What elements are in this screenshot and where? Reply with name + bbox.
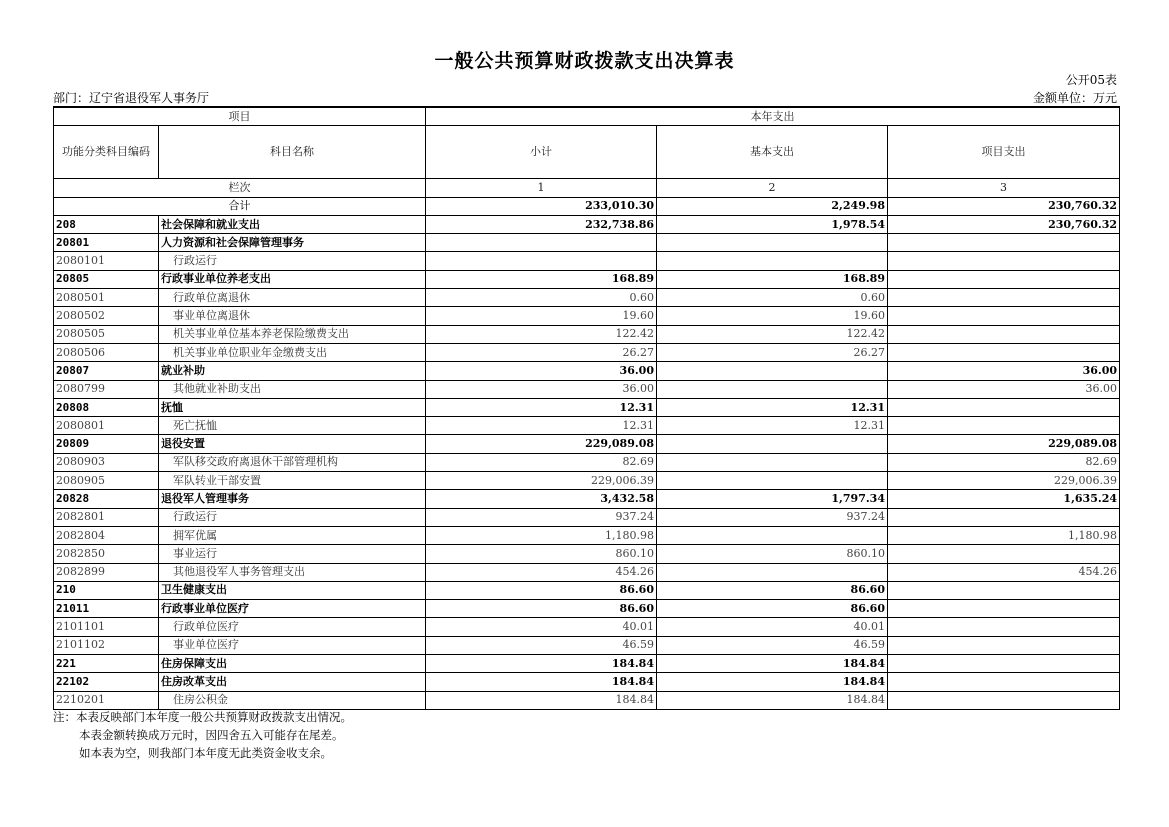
row-subtotal: 12.31 [426,417,657,435]
row-basic: 184.84 [657,673,888,691]
row-name: 事业单位离退休 [159,307,426,325]
row-name: 社会保障和就业支出 [159,215,426,233]
row-basic: 46.59 [657,636,888,654]
table-row [54,362,1120,380]
row-name: 行政单位医疗 [159,618,426,636]
row-basic [657,453,888,471]
row-name: 退役安置 [159,435,426,453]
header-name: 科目名称 [159,126,426,179]
column-index-3: 3 [888,179,1120,197]
row-name: 行政运行 [159,252,426,270]
table-row [54,325,1120,343]
row-code: 20807 [54,362,159,380]
row-code: 21011 [54,600,159,618]
row-basic: 1,978.54 [657,215,888,233]
row-project [888,636,1120,654]
row-project [888,508,1120,526]
row-basic [657,380,888,398]
row-subtotal: 26.27 [426,343,657,361]
row-name: 死亡抚恤 [159,417,426,435]
row-name: 机关事业单位职业年金缴费支出 [159,343,426,361]
row-project [888,655,1120,673]
row-basic: 860.10 [657,545,888,563]
row-basic [657,252,888,270]
row-subtotal: 184.84 [426,691,657,709]
row-basic [657,234,888,252]
column-index-row [54,179,1120,197]
row-code: 2080101 [54,252,159,270]
row-code: 2080905 [54,472,159,490]
row-project [888,618,1120,636]
row-basic: 0.60 [657,289,888,307]
row-code: 2101102 [54,636,159,654]
row-subtotal: 36.00 [426,380,657,398]
note-2: 本表金额转换成万元时，因四舍五入可能存在尾差。 [79,728,344,742]
row-subtotal: 229,006.39 [426,472,657,490]
row-code: 2080903 [54,453,159,471]
row-basic: 19.60 [657,307,888,325]
row-project: 36.00 [888,362,1120,380]
row-name: 事业运行 [159,545,426,563]
row-name: 机关事业单位基本养老保险缴费支出 [159,325,426,343]
row-name: 人力资源和社会保障管理事务 [159,234,426,252]
row-name: 就业补助 [159,362,426,380]
row-project [888,673,1120,691]
row-basic [657,362,888,380]
table-row [54,490,1120,508]
row-name: 事业单位医疗 [159,636,426,654]
row-basic: 12.31 [657,417,888,435]
row-basic [657,526,888,544]
notes [53,708,352,762]
table-row [54,691,1120,709]
header-code: 功能分类科目编码 [54,126,159,179]
row-subtotal: 122.42 [426,325,657,343]
row-basic: 184.84 [657,655,888,673]
row-basic: 1,797.34 [657,490,888,508]
row-name: 行政运行 [159,508,426,526]
total-row [54,197,1120,215]
unit-label: 金额单位：万元 [1032,91,1117,105]
row-subtotal: 86.60 [426,581,657,599]
report-title: 一般公共预算财政拨款支出决算表 [434,50,735,72]
row-code: 2080801 [54,417,159,435]
row-project: 454.26 [888,563,1120,581]
row-subtotal: 3,432.58 [426,490,657,508]
row-project [888,398,1120,416]
row-basic: 86.60 [657,600,888,618]
row-project [888,417,1120,435]
table-row [54,618,1120,636]
row-subtotal: 12.31 [426,398,657,416]
row-project [888,545,1120,563]
row-subtotal: 184.84 [426,655,657,673]
row-code: 20808 [54,398,159,416]
row-project [888,234,1120,252]
row-project: 229,006.39 [888,472,1120,490]
row-subtotal: 1,180.98 [426,526,657,544]
note-1: 注：本表反映部门本年度一般公共预算财政拨款支出情况。 [53,710,352,724]
row-subtotal: 229,089.08 [426,435,657,453]
row-name: 行政事业单位医疗 [159,600,426,618]
row-project [888,307,1120,325]
row-subtotal: 40.01 [426,618,657,636]
row-subtotal: 46.59 [426,636,657,654]
header-subtotal: 小计 [426,126,657,179]
row-subtotal: 36.00 [426,362,657,380]
row-code: 20801 [54,234,159,252]
row-code: 2082801 [54,508,159,526]
table-row [54,472,1120,490]
table-row [54,343,1120,361]
row-name: 退役军人管理事务 [159,490,426,508]
table-row [54,435,1120,453]
table-row [54,508,1120,526]
table-row [54,307,1120,325]
row-name: 军队移交政府离退休干部管理机构 [159,453,426,471]
row-code: 2082850 [54,545,159,563]
row-basic: 122.42 [657,325,888,343]
row-project: 1,180.98 [888,526,1120,544]
row-project [888,343,1120,361]
row-code: 2080505 [54,325,159,343]
row-subtotal: 937.24 [426,508,657,526]
row-basic: 40.01 [657,618,888,636]
row-name: 住房改革支出 [159,673,426,691]
row-subtotal: 86.60 [426,600,657,618]
column-index-2: 2 [657,179,888,197]
table-row [54,600,1120,618]
row-code: 2080506 [54,343,159,361]
row-name: 拥军优属 [159,526,426,544]
header-basic: 基本支出 [657,126,888,179]
row-code: 20809 [54,435,159,453]
row-name: 卫生健康支出 [159,581,426,599]
row-basic: 26.27 [657,343,888,361]
row-project: 229,089.08 [888,435,1120,453]
row-subtotal: 82.69 [426,453,657,471]
row-project: 36.00 [888,380,1120,398]
table-row [54,398,1120,416]
row-subtotal: 232,738.86 [426,215,657,233]
row-project: 1,635.24 [888,490,1120,508]
row-name: 行政事业单位养老支出 [159,270,426,288]
row-subtotal: 454.26 [426,563,657,581]
table-row [54,270,1120,288]
row-code: 2101101 [54,618,159,636]
table-row [54,563,1120,581]
row-subtotal [426,252,657,270]
row-name: 其他退役军人事务管理支出 [159,563,426,581]
table-row [54,526,1120,544]
total-label: 合计 [54,197,426,215]
row-project [888,325,1120,343]
row-name: 住房保障支出 [159,655,426,673]
total-basic: 2,249.98 [657,197,888,215]
table-row [54,636,1120,654]
row-code: 2080501 [54,289,159,307]
note-3: 如本表为空，则我部门本年度无此类资金收支余。 [79,746,332,760]
row-project [888,600,1120,618]
row-project: 82.69 [888,453,1120,471]
row-code: 208 [54,215,159,233]
row-subtotal: 0.60 [426,289,657,307]
header-row-2 [54,126,1120,179]
row-code: 2080799 [54,380,159,398]
row-name: 住房公积金 [159,691,426,709]
row-project: 230,760.32 [888,215,1120,233]
table-id: 公开05表 [1065,73,1117,87]
row-name: 抚恤 [159,398,426,416]
table-row [54,673,1120,691]
row-project [888,691,1120,709]
header-project: 项目 [54,107,426,126]
row-subtotal: 168.89 [426,270,657,288]
row-basic [657,472,888,490]
row-name: 其他就业补助支出 [159,380,426,398]
row-project [888,270,1120,288]
row-code: 2082899 [54,563,159,581]
table-row [54,234,1120,252]
row-code: 2210201 [54,691,159,709]
row-code: 22102 [54,673,159,691]
row-subtotal: 184.84 [426,673,657,691]
row-basic: 937.24 [657,508,888,526]
column-index-1: 1 [426,179,657,197]
row-name: 军队转业干部安置 [159,472,426,490]
total-project: 230,760.32 [888,197,1120,215]
row-basic: 184.84 [657,691,888,709]
column-index-label: 栏次 [54,179,426,197]
table-row [54,252,1120,270]
row-code: 20828 [54,490,159,508]
row-code: 20805 [54,270,159,288]
row-project [888,289,1120,307]
table-row [54,545,1120,563]
row-basic: 86.60 [657,581,888,599]
table-row [54,581,1120,599]
table-row [54,453,1120,471]
row-name: 行政单位离退休 [159,289,426,307]
header-project-exp: 项目支出 [888,126,1120,179]
row-basic: 12.31 [657,398,888,416]
row-code: 210 [54,581,159,599]
header-row-1 [54,107,1120,126]
row-project [888,581,1120,599]
row-code: 2082804 [54,526,159,544]
table-row [54,655,1120,673]
table-row [54,289,1120,307]
table-row [54,215,1120,233]
table-row [54,380,1120,398]
table-row [54,417,1120,435]
row-basic: 168.89 [657,270,888,288]
row-project [888,252,1120,270]
total-subtotal: 233,010.30 [426,197,657,215]
row-subtotal: 860.10 [426,545,657,563]
header-current-year: 本年支出 [426,107,1120,126]
row-subtotal: 19.60 [426,307,657,325]
expenditure-table [53,106,1120,710]
row-basic [657,435,888,453]
row-code: 221 [54,655,159,673]
row-code: 2080502 [54,307,159,325]
row-subtotal [426,234,657,252]
row-basic [657,563,888,581]
department-label: 部门：辽宁省退役军人事务厅 [53,91,210,105]
